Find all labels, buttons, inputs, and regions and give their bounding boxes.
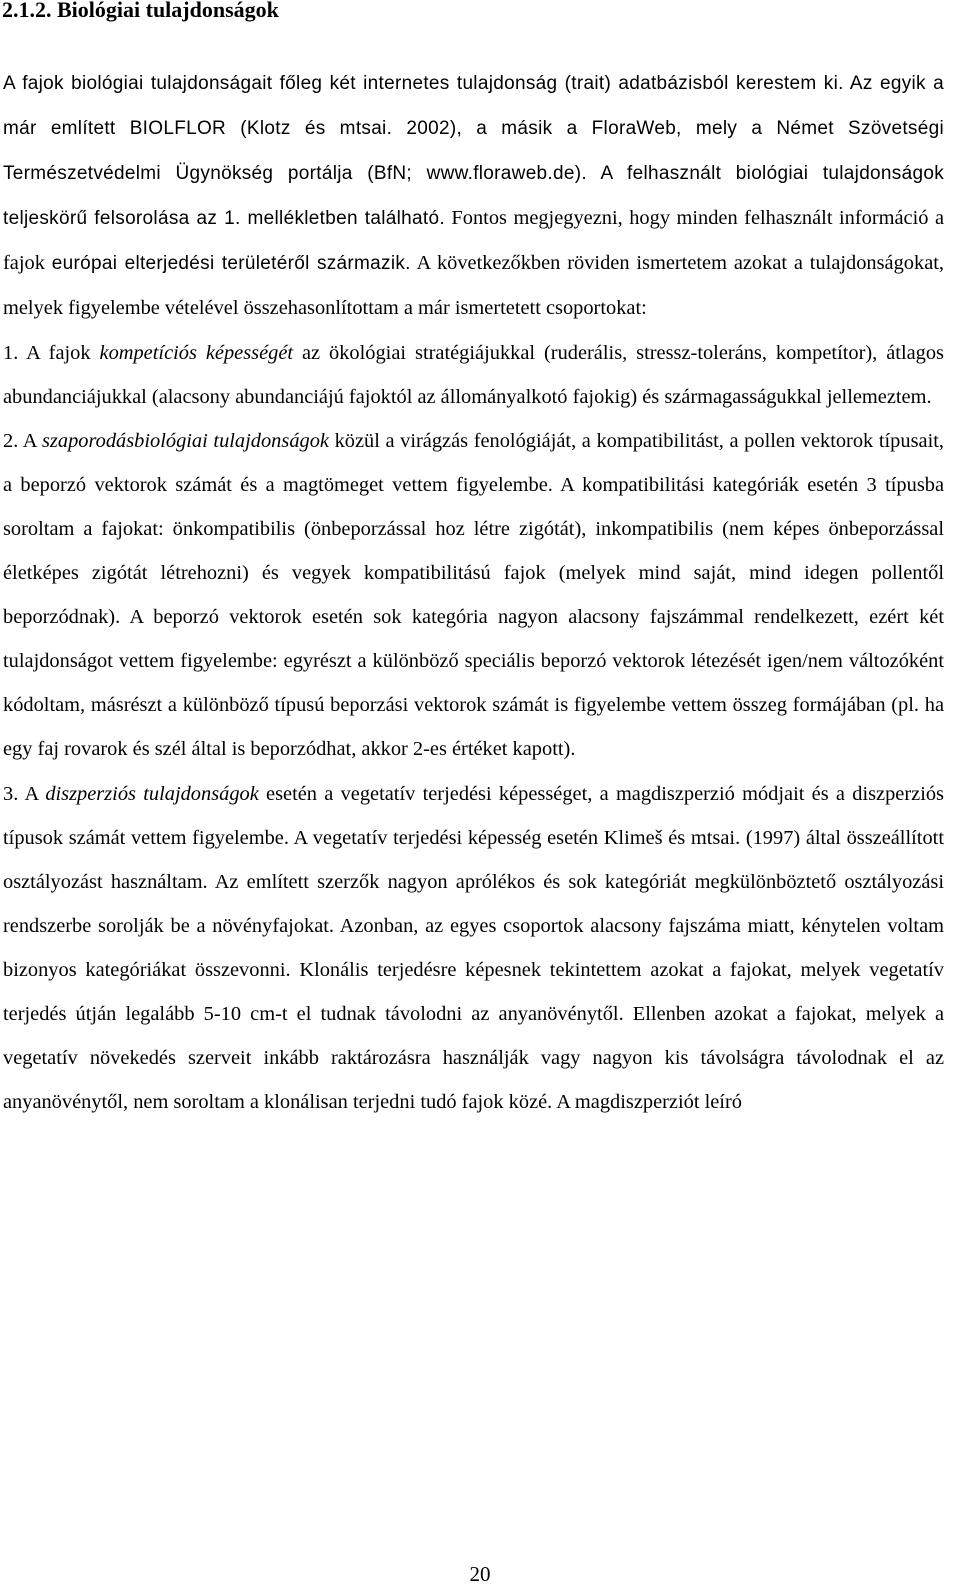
item-2-prefix: 2. A [3, 429, 42, 452]
intro-serif-text-2: A következőkben röviden ismertetem azokat a tulajdonságokat, melyek figyelembe vételével összehasonlítottam a már ismertetett csoportokat: [3, 252, 945, 320]
item-1-paragraph [3, 331, 944, 419]
item-1-prefix: 1. A fajok [3, 341, 100, 364]
item-3-paragraph [3, 772, 944, 1125]
item-3-text: esetén a vegetatív terjedési képességet, a magdiszperzió módjait és a diszperziós típusok számát vettem figyelembe. A vegetatív terjedési képesség esetén Klimeš és mtsai. (1997) által összeállított osztályozást használtam. Az említett szerzők nagyon aprólékos és sok kategóriát megkülönböztető osztályozási rendszerbe sorolják be a növényfajokat. Azonban, az egyes csoportok alacsony fajszáma miatt, kénytelen voltam bizonyos kategóriákat összevonni. Klonális terjedésre képesnek tekintettem azokat a fajokat, melyek vegetatív terjedés útján legalább 5-10 cm-t el tudnak távolodni az anyanövénytől. Ellenben azokat a fajokat, melyek a vegetatív növekedés szerveit inkább raktározásra használják vagy nagyon kis távolságra távolodnak el az anyanövénytől, nem soroltam a klonálisan terjedni tudó fajok közé. A magdiszperziót leíró [3, 782, 944, 1114]
intro-sans-text: A fajok biológiai tulajdonságait főleg két internetes tulajdonság (trait) adatbázisból kerestem ki. Az egyik a már említett BIOLFLOR (Klotz és mtsai. 2002), a másik a FloraWeb, mely a Német Szövetségi Természetvédelmi Ügynökség portálja (BfN; www.floraweb.de). A felhasznált biológiai tulajdonságok teljeskörű felsorolása az 1. mellékletben található. [3, 73, 944, 230]
section-heading: 2.1.2. Biológiai tulajdonságok [2, 0, 279, 22]
item-1-italic: kompetíciós képességét [99, 341, 294, 364]
body-text [3, 61, 944, 1124]
item-2-text: közül a virágzás fenológiáját, a kompatibilitást, a pollen vektorok típusait, a beporzó vektorok számát és a magtömeget vettem figyelembe. A kompatibilitási kategóriák esetén 3 típusba soroltam a fajokat: önkompatibilis (önbeporzással hoz létre zigótát), inkompatibilis (nem képes önbeporzással életképes zigótát létrehozni) és vegyek kompatibilitású fajok (melyek mind saját, mind idegen pollentől beporzódnak). A beporzó vektorok esetén sok kategória nagyon alacsony fajszámmal rendelkezett, ezért két tulajdonságot vettem figyelembe: egyrészt a különböző speciális beporzó vektorok létezését igen/nem változóként kódoltam, másrészt a különböző típusú beporzási vektorok számát is figyelembe vettem összeg formájában (pl. ha egy faj rovarok és szél által is beporzódhat, akkor 2-es értéket kapott). [3, 429, 944, 761]
item-2-paragraph [3, 419, 944, 772]
item-3-prefix: 3. A [3, 782, 46, 805]
page-number: 20 [469, 1562, 491, 1586]
item-1-text: az ökológiai stratégiájukkal (ruderális, stressz-toleráns, kompetítor), átlagos abundanciájukkal (alacsony abundanciájú fajoktól az állományalkotó fajokig) és szármagasságukkal jellemeztem. [3, 341, 944, 408]
intro-paragraph [3, 61, 944, 331]
intro-sans-text-2: európai elterjedési területéről származik. [51, 253, 411, 275]
item-3-italic: diszperziós tulajdonságok [45, 782, 259, 805]
intro-serif-text: Fontos megjegyezni, hogy minden felhasznált információ a fajok [3, 207, 945, 275]
item-2-italic: szaporodásbiológiai tulajdonságok [42, 429, 329, 452]
